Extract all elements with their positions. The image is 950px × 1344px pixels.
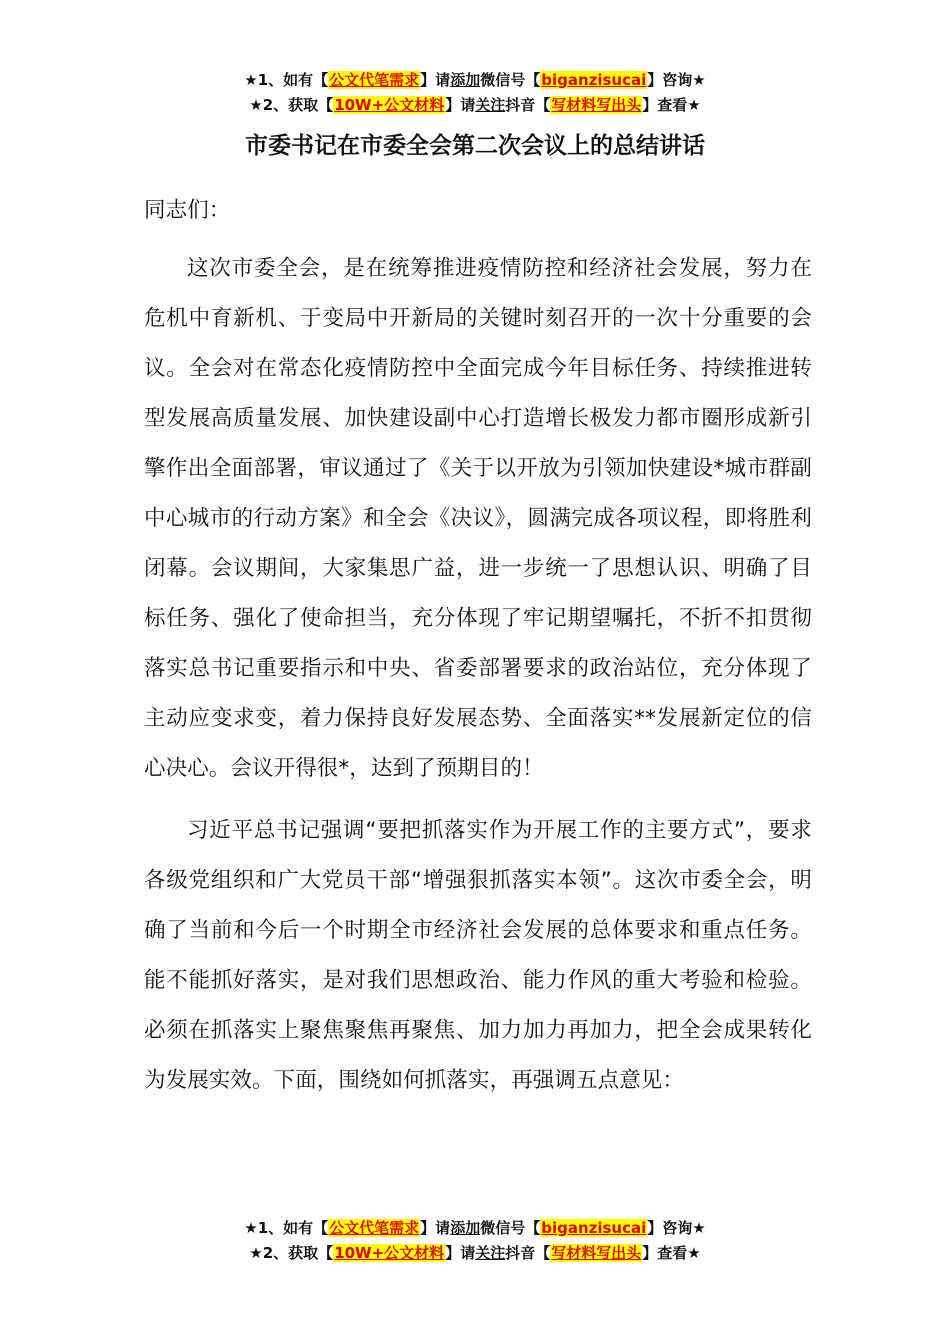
top-promo-banner — [0, 68, 950, 118]
document-title: 市委书记在市委全会第二次会议上的总结讲话 — [245, 133, 705, 159]
banner-line-2: ★2、获取【10W+公文材料】请关注抖音【写材料写出头】查看★ — [249, 1244, 701, 1262]
paragraph-1: 这次市委全会，是在统筹推进疫情防控和经济社会发展，努力在危机中育新机、于变局中开新局的关键时刻召开的一次十分重要的会议。全会对在常态化疫情防控中全面完成今年目标任务、持续推进转型发展高质量发展、加快建设副中心打造增长极发力都市圈形成新引擎作出全面部署，审议通过了《关于以开放为引领加快建设*城市群副中心城市的行动方案》和全会《决议》，圆满完成各项议程，即将胜利闭幕。会议期间，大家集思广益，进一步统一了思想认识、明确了目标任务、强化了使命担当，充分体现了牢记期望嘱托，不折不扣贯彻落实总书记重要指示和中央、省委部署要求的政治站位，充分体现了主动应变求变，着力保持良好发展态势、全面落实**发展新定位的信心决心。会议开得很*，达到了预期目的！ — [144, 256, 812, 781]
document-body — [144, 186, 812, 1118]
salutation: 同志们： — [144, 198, 231, 223]
highlight-materials: 10W+公文材料 — [334, 96, 445, 114]
banner-line-2: ★2、获取【10W+公文材料】请关注抖音【写材料写出头】查看★ — [249, 96, 701, 114]
highlight-douyin: 写材料写出头 — [551, 1244, 642, 1262]
highlight-service: 公文代笔需求 — [329, 1219, 420, 1237]
highlight-wechat-id: biganzisucai — [541, 1219, 647, 1237]
highlight-douyin: 写材料写出头 — [551, 96, 642, 114]
banner-line-1: ★1、如有【公文代笔需求】请添加微信号【biganzisucai】咨询★ — [244, 1219, 706, 1237]
highlight-wechat-id: biganzisucai — [541, 71, 647, 89]
banner-line-1: ★1、如有【公文代笔需求】请添加微信号【biganzisucai】咨询★ — [244, 71, 706, 89]
paragraph-2: 习近平总书记强调“要把抓落实作为开展工作的主要方式”，要求各级党组织和广大党员干部“增强狠抓落实本领”。这次市委全会，明确了当前和今后一个时期全市经济社会发展的总体要求和重点任务。能不能抓好落实，是对我们思想政治、能力作风的重大考验和检验。必须在抓落实上聚焦聚焦再聚焦、加力加力再加力，把全会成果转化为发展实效。下面，围绕如何抓落实，再强调五点意见： — [144, 818, 812, 1093]
highlight-service: 公文代笔需求 — [329, 71, 420, 89]
bottom-promo-banner — [0, 1216, 950, 1266]
highlight-materials: 10W+公文材料 — [334, 1244, 445, 1262]
